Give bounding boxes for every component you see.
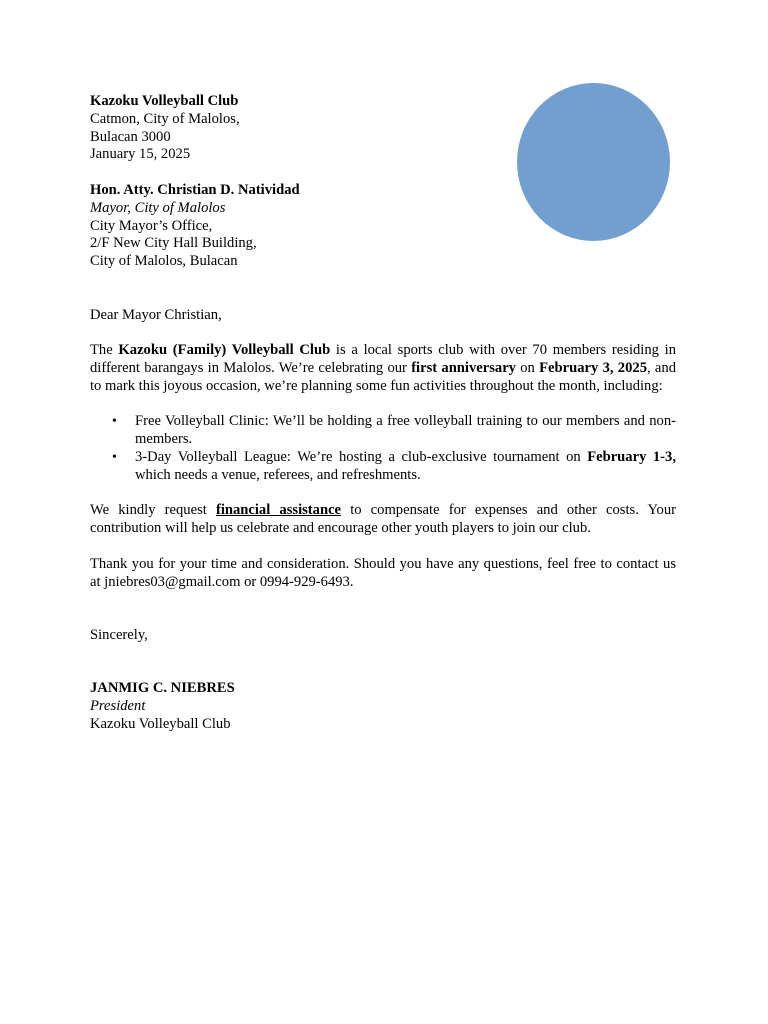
sender-address-line2: Bulacan 3000 bbox=[90, 128, 171, 145]
request-paragraph bbox=[90, 502, 676, 538]
intro-text-2: is a local sports club with over 70 members residing in different barangays in Malolos. We’re celebrating our bbox=[90, 342, 677, 376]
recipient-title: Mayor, City of Malolos bbox=[90, 199, 226, 216]
signature-block bbox=[90, 680, 676, 733]
salutation: Dear Mayor Christian, bbox=[90, 306, 222, 323]
thanks-paragraph: Thank you for your time and consideration. Should you have any questions, feel free to contact us at jniebres03@gmail.com or 0994-929-6493. bbox=[90, 555, 676, 590]
activity-item-clinic bbox=[90, 413, 676, 449]
activities-list bbox=[90, 413, 676, 484]
sender-block bbox=[90, 93, 676, 164]
anniversary-date: February 3, 2025 bbox=[539, 359, 647, 376]
league-dates: February 1-3, bbox=[587, 448, 676, 465]
intro-text-3: on bbox=[515, 359, 540, 376]
signatory-name: JANMIG C. NIEBRES bbox=[90, 680, 235, 697]
intro-text-4: , and to mark this joyous occasion, we’re planning some fun activities throughout the month, including: bbox=[90, 359, 676, 394]
activity-league-text-1: 3-Day Volleyball League: We’re hosting a club-exclusive tournament on bbox=[135, 448, 588, 465]
recipient-city: City of Malolos, Bulacan bbox=[90, 253, 238, 270]
signatory-title: President bbox=[90, 698, 146, 715]
club-name: Kazoku (Family) Volleyball Club bbox=[118, 342, 331, 359]
milestone-text: first anniversary bbox=[411, 359, 516, 376]
signatory-org: Kazoku Volleyball Club bbox=[90, 715, 231, 732]
request-text-1: We kindly request bbox=[90, 502, 216, 519]
letter-date: January 15, 2025 bbox=[90, 146, 191, 163]
closing: Sincerely, bbox=[90, 626, 148, 643]
sender-address-line1: Catmon, City of Malolos, bbox=[90, 110, 240, 127]
activity-league-text-2: which needs a venue, referees, and refreshments. bbox=[135, 466, 421, 483]
letter-body bbox=[90, 93, 676, 734]
recipient-block bbox=[90, 182, 676, 271]
recipient-name: Hon. Atty. Christian D. Natividad bbox=[90, 181, 300, 198]
financial-assistance-text: financial assistance bbox=[215, 502, 342, 519]
recipient-building: 2/F New City Hall Building, bbox=[90, 235, 257, 252]
activity-clinic-text: Free Volleyball Clinic: We’ll be holding a free volleyball training to our members and non-members. bbox=[135, 413, 676, 448]
intro-text-1: The bbox=[90, 342, 119, 359]
intro-paragraph bbox=[90, 342, 676, 395]
activity-item-league bbox=[90, 449, 676, 485]
bullet-icon: • bbox=[112, 414, 117, 430]
request-text-2: to compensate for expenses and other costs. Your contribution will help us celebrate and encourage other youth players to join our club. bbox=[90, 502, 676, 537]
recipient-office: City Mayor’s Office, bbox=[90, 217, 213, 234]
bullet-icon: • bbox=[112, 449, 117, 465]
sender-name: Kazoku Volleyball Club bbox=[90, 93, 239, 109]
